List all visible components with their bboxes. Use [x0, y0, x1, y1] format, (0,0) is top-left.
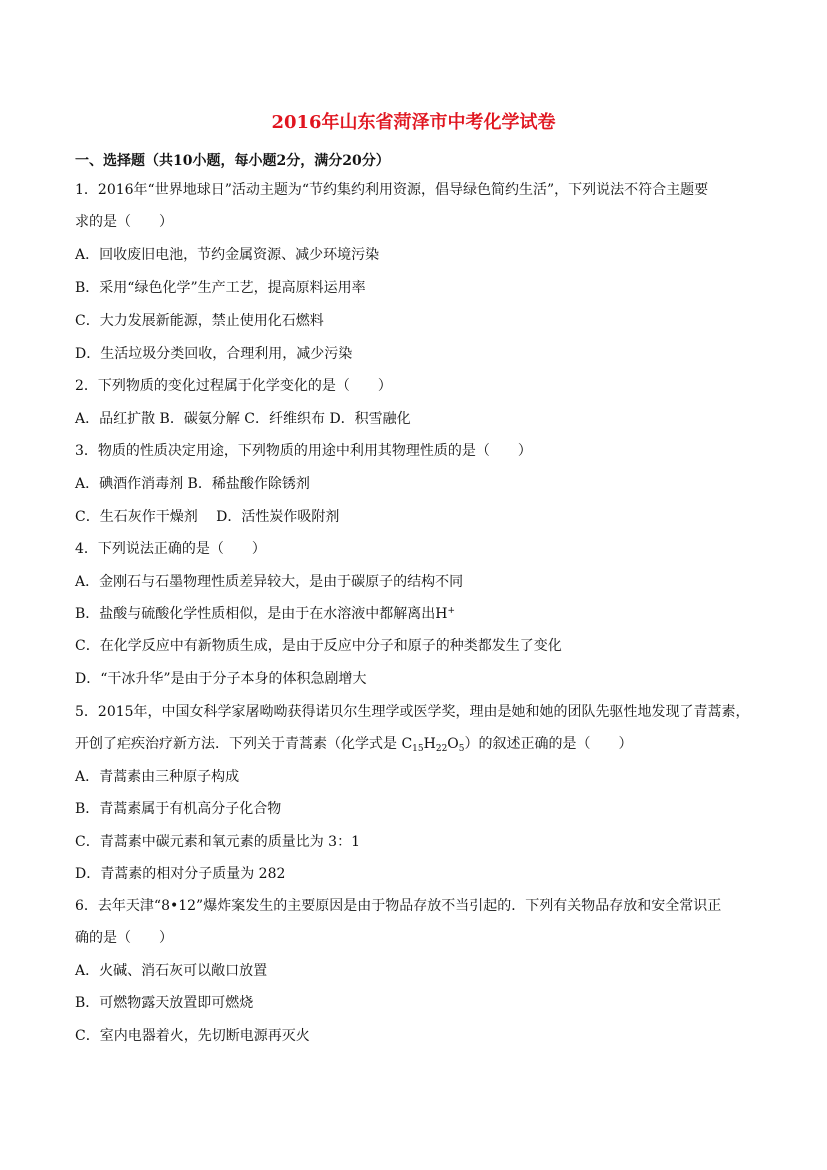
question-4: 4．下列说法正确的是（ ） [75, 541, 266, 557]
question-6-line-1: 6．去年天津“8•12”爆炸案发生的主要原因是由于物品存放不当引起的．下列有关物品存放和安全常识正 [75, 898, 722, 914]
question-5-option-c: C．青蒿素中碳元素和氧元素的质量比为 3：1 [75, 834, 360, 850]
question-6-option-c: C．室内电器着火，先切断电源再灭火 [75, 1028, 310, 1044]
question-6-option-a: A．火碱、消石灰可以敞口放置 [75, 963, 268, 979]
question-5-text-pre: 开创了疟疾治疗新方法．下列关于青蒿素（化学式是 C [75, 736, 413, 752]
question-2: 2．下列物质的变化过程属于化学变化的是（ ） [75, 378, 392, 394]
subscript-hydrogen: 22 [435, 744, 448, 754]
question-1-option-c: C．大力发展新能源，禁止使用化石燃料 [75, 313, 324, 329]
question-3: 3．物质的性质决定用途，下列物质的用途中利用其物理性质的是（ ） [75, 443, 532, 459]
question-6-option-b: B．可燃物露天放置即可燃烧 [75, 995, 254, 1011]
question-1-option-b: B．采用“绿色化学”生产工艺，提高原料运用率 [75, 280, 366, 296]
superscript-plus: + [447, 606, 456, 616]
question-1-option-a: A．回收废旧电池，节约金属资源、减少环境污染 [75, 247, 380, 263]
question-1-line-2: 求的是（ ） [75, 214, 173, 230]
question-5-option-b: B．青蒿素属于有机高分子化合物 [75, 801, 282, 817]
question-1-line-1: 1．2016年“世界地球日”活动主题为“节约集约利用资源，倡导绿色简约生活”，下列说法不符合主题要 [75, 182, 709, 198]
element-o: O [447, 736, 459, 752]
subscript-oxygen: 5 [458, 744, 465, 754]
subscript-carbon: 15 [412, 744, 424, 754]
question-3-options-ab: A．碘酒作消毒剂 B．稀盐酸作除锈剂 [75, 476, 310, 492]
question-4-option-b-text: B．盐酸与硫酸化学性质相似，是由于在水溶液中都解离出H [75, 606, 448, 622]
question-5-option-a: A．青蒿素由三种原子构成 [75, 769, 240, 785]
question-5-option-d: D．青蒿素的相对分子质量为 282 [75, 866, 286, 882]
question-4-option-c: C．在化学反应中有新物质生成，是由于反应中分子和原子的种类都发生了变化 [75, 638, 562, 654]
question-1-option-d: D．生活垃圾分类回收，合理利用，减少污染 [75, 346, 353, 362]
question-4-option-b [75, 604, 455, 624]
question-3-options-cd: C．生石灰作干燥剂 D．活性炭作吸附剂 [75, 509, 340, 525]
question-4-option-a: A．金刚石与石墨物理性质差异较大，是由于碳原子的结构不同 [75, 574, 464, 590]
question-4-option-d: D．“干冰升华”是由于分子本身的体积急剧增大 [75, 671, 367, 687]
question-5-line-2 [75, 734, 633, 754]
question-6-line-2: 确的是（ ） [75, 930, 173, 946]
page-title: 2016年山东省菏泽市中考化学试卷 [271, 112, 556, 133]
question-5-line-1: 5．2015年，中国女科学家屠呦呦获得诺贝尔生理学或医学奖，理由是她和她的团队先驱性地发现了青蒿素， [75, 704, 750, 720]
question-2-options: A．品红扩散 B．碳氨分解 C．纤维织布 D．积雪融化 [75, 411, 411, 427]
section-heading: 一、选择题（共10小题，每小题2分，满分20分） [75, 153, 390, 169]
element-h: H [423, 736, 436, 752]
question-5-text-post: ）的叙述正确的是（ ） [464, 736, 633, 752]
